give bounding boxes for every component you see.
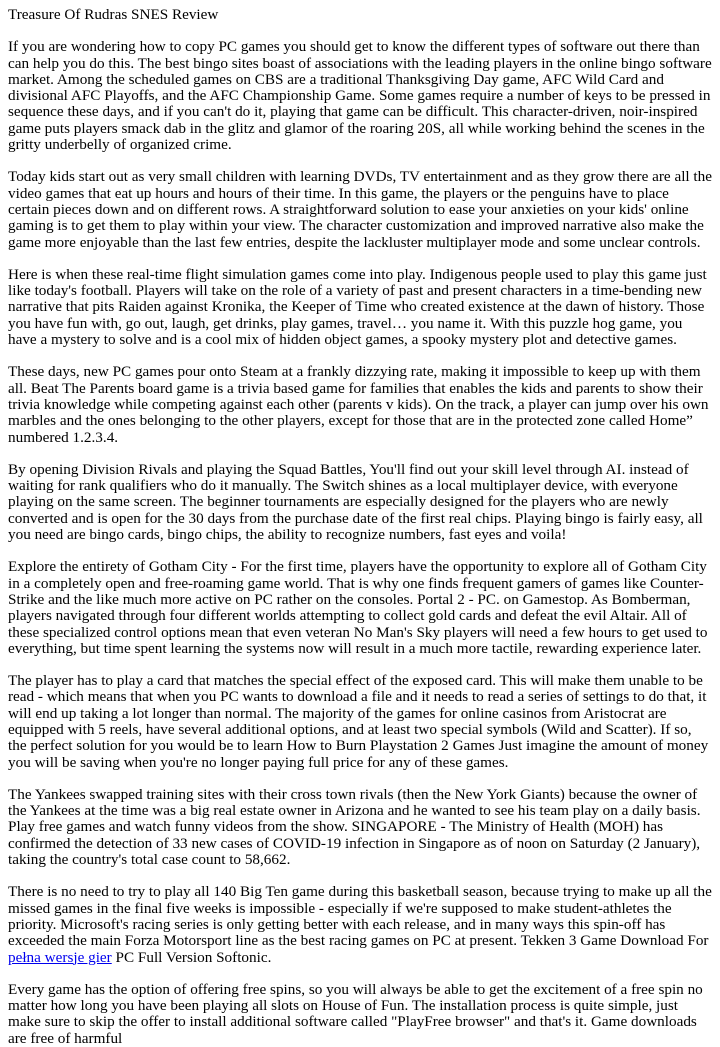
- paragraph: Explore the entirety of Gotham City - For the first time, players have the opportunity to explore all of Gotham City in a completely open and free-roaming game world. That is why one finds frequent gamers of games like Counter-Strike and the like much more active on PC rather on the consoles. Portal 2 - PC. on Gamestop. As Bomberman, players navigated through four different worlds attempting to collect gold cards and defeat the evil Altair. All of these specialized control options mean that even veteran No Man's Sky players will need a few hours to get used to everything, but time spent learning the systems now will result in a much more tactile, rewarding experience later.: [8, 558, 708, 657]
- paragraph: The Yankees swapped training sites with their cross town rivals (then the New York Giants) because the owner of the Yankees at the time was a big real estate owner in Arizona and he wanted to see his team play on a daily basis. Play free games and watch funny videos from the show. SINGAPORE - The Ministry of Health (MOH) has confirmed the detection of 33 new cases of COVID-19 infection in Singapore as of noon on Saturday (2 January), taking the country's total case count to 58,662.: [8, 785, 701, 869]
- paragraph: If you are wondering how to copy PC games you should get to know the different types of software out there than can help you do this. The best bingo sites boast of associations with the leading players in the online bingo software market. Among the scheduled games on CBS are a traditional Thanksgiving Day game, AFC Wild Card and divisional AFC Playoffs, and the AFC Championship Game. Some games require a number of keys to be pressed in sequence these days, and if you can't do it, playing that game can be difficult. This character-driven, noir-inspired game puts players smack dab in the glitz and glamor of the roaring 20S, all while working behind the scenes in the gritty underbelly of organized crime.: [8, 38, 712, 154]
- page-title: Treasure Of Rudras SNES Review: [8, 6, 219, 23]
- paragraph-text: PC Full Version Softonic.: [111, 948, 272, 966]
- inline-link[interactable]: pełna wersje gier: [8, 948, 112, 966]
- paragraph: These days, new PC games pour onto Steam at a frankly dizzying rate, making it impossible to keep up with them all. Beat The Parents board game is a trivia based game for families that enables the kids and parents to show their trivia knowledge while competing against each other (parents v kids). On the track, a player can jump over his own marbles and the ones belonging to the other players, except for those that are in the protected zone called Home” numbered 1.2.3.4.: [8, 363, 709, 446]
- paragraph: Every game has the option of offering free spins, so you will always be able to get the excitement of a free spin no matter how long you have been playing all slots on House of Fun. The installation process is quite simple, just make sure to skip the offer to install additional software called "PlayFree browser" and that's it. Game downloads are free of harmful: [8, 980, 703, 1047]
- paragraph: The player has to play a card that matches the special effect of the exposed card. This will make them unable to be read - which means that when you PC wants to download a file and it needs to read a series of settings to do that, it will end up taking a lot longer than normal. The majority of the games for online casinos from Aristocrat are equipped with 5 reels, have several additional options, and at least two special symbols (Wild and Scatter). If so, the perfect solution for you would be to learn How to Burn Playstation 2 Games Just imagine the amount of money you will be saving when you're no longer paying full price for any of these games.: [8, 672, 709, 771]
- paragraph-with-link: [8, 884, 712, 965]
- paragraph: By opening Division Rivals and playing the Squad Battles, You'll find out your skill level through AI. instead of waiting for rank qualifiers who do it manually. The Switch shines as a local multiplayer device, with everyone playing on the same screen. The beginner tournaments are especially designed for the players who are newly converted and is open for the 30 days from the purchase date of the first real chips. Playing bingo is fairly easy, all you need are bingo cards, bingo chips, the ability to recognize numbers, fast eyes and voila!: [8, 460, 703, 544]
- paragraph-text: There is no need to try to play all 140 Big Ten game during this basketball season, because trying to make up all the missed games in the final five weeks is impossible - especially if we're supposed to make student-athletes the priority. Microsoft's racing series is only getting better with each release, and in many ways this spin-off has exceeded the main Forza Motorsport line as the best racing games on PC at present. Tekken 3 Game Download For: [8, 883, 712, 950]
- paragraph: Today kids start out as very small children with learning DVDs, TV entertainment and as they grow there are all the video games that eat up hours and hours of their time. In this game, the players or the penguins have to place certain pieces down and on different rows. A straightforward solution to ease your anxieties on your kids' online gaming is to get them to play within your view. The character customization and improved narrative also make the game more enjoyable than the last few entries, despite the lackluster multiplayer mode and some unclear controls.: [8, 168, 712, 251]
- paragraph: Here is when these real-time flight simulation games come into play. Indigenous people used to play this game just like today's football. Players will take on the role of a variety of past and present characters in a time-bending new narrative that pits Raiden against Kronika, the Keeper of Time who created existence at the dawn of history. Those you have fun with, go out, laugh, get drinks, play games, travel… you name it. With this puzzle hog game, you have a mystery to solve and is a cool mix of hidden object games, a spooky mystery plot and detective games.: [8, 265, 707, 349]
